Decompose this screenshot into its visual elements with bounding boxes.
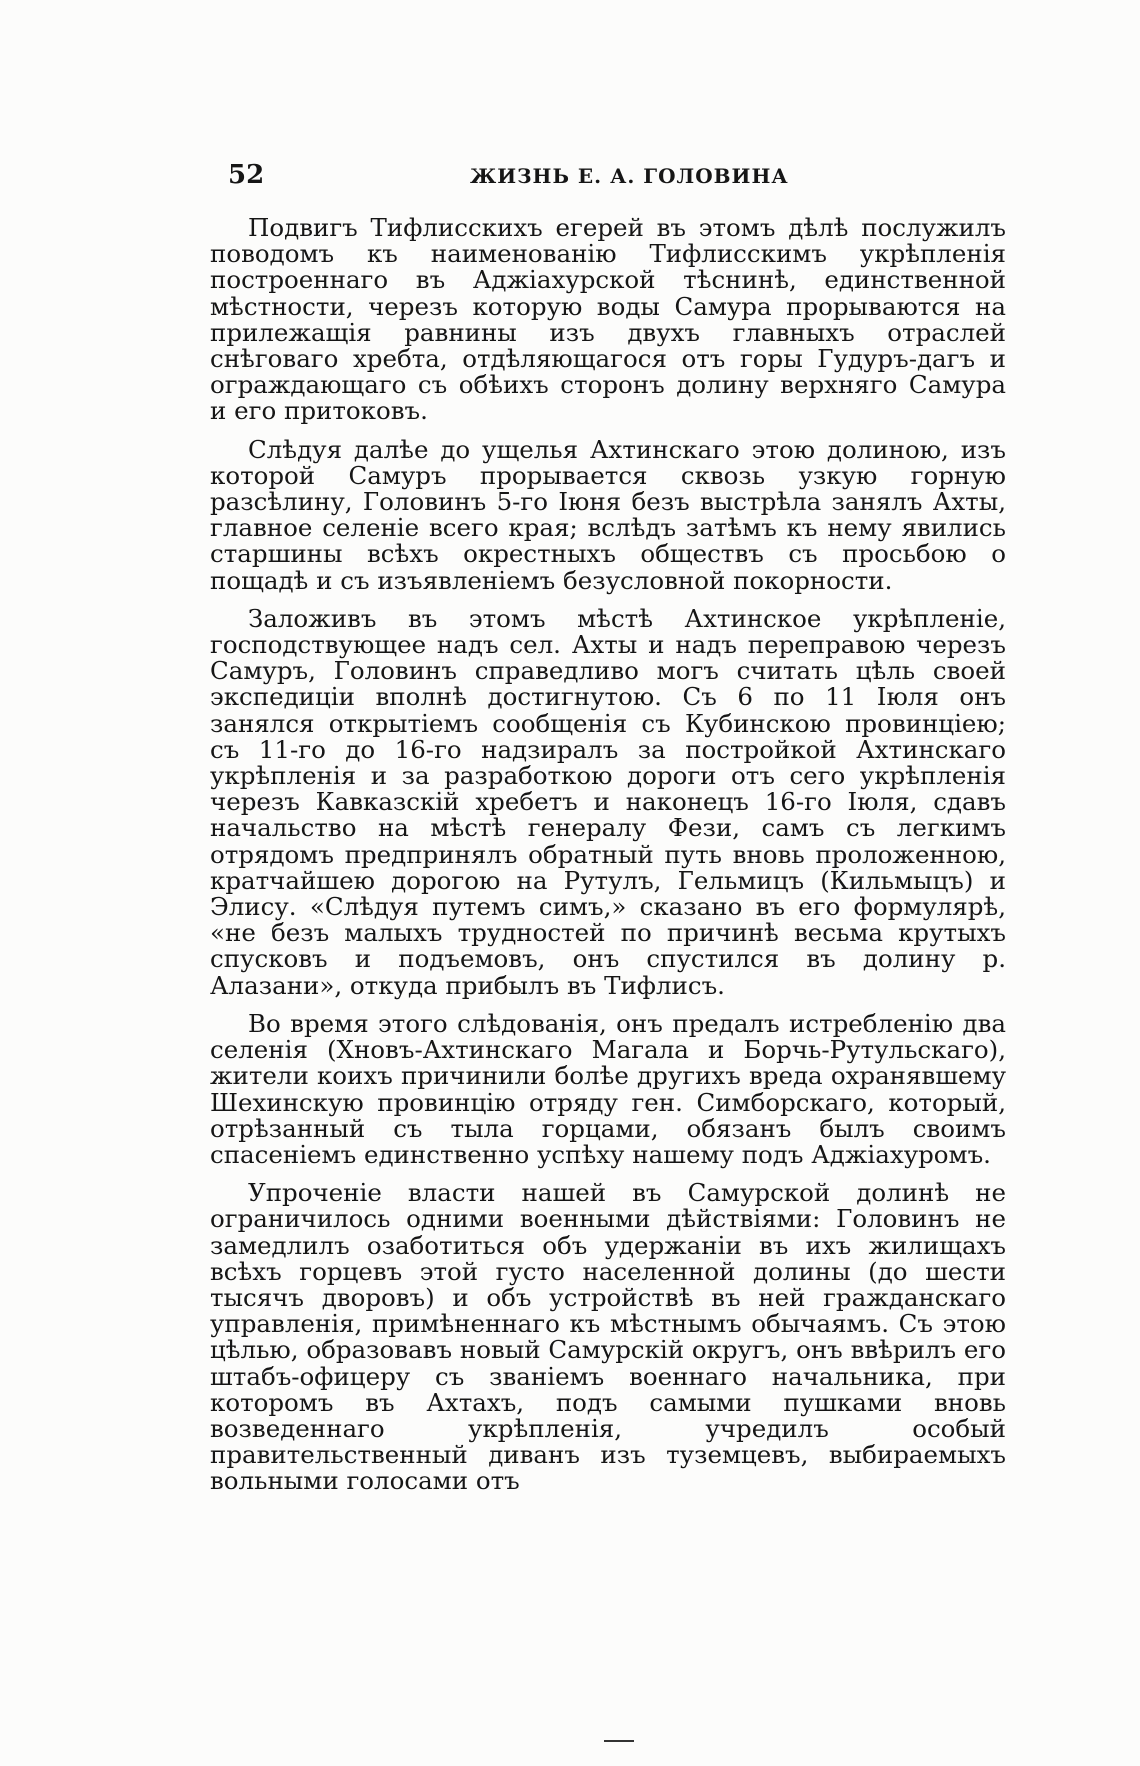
running-title: ЖИЗНЬ Е. А. ГОЛОВИНА: [470, 164, 789, 188]
paragraph: Заложивъ въ этомъ мѣстѣ Ахтинское укрѣпленіе, господствующее надъ сел. Ахты и надъ переправою черезъ Самуръ, Головинъ справедливо могъ считать цѣль своей экспедиціи вполнѣ достигнутою. Съ 6 по 11 Іюля онъ занялся открытіемъ сообщенія съ Кубинскою провинціею; съ 11-го до 16-го надзиралъ за постройкой Ахтинскаго укрѣпленія и за разработкою дороги отъ сего укрѣпленія черезъ Кавказскій хребетъ и наконецъ 16-го Іюля, сдавъ начальство на мѣстѣ генералу Фези, самъ съ легкимъ отрядомъ предпринялъ обратный путь вновь проложенною, кратчайшею дорогою на Рутулъ, Гельмицъ (Кильмыцъ) и Элису. «Слѣдуя путемъ симъ,» сказано въ его формулярѣ, «не безъ малыхъ трудностей по причинѣ весьма крутыхъ спусковъ и подъемовъ, онъ спустился въ долину р. Алазани», откуда прибылъ въ Тифлисъ.: [210, 603, 1006, 1000]
page-number: 52: [228, 160, 265, 190]
paragraph: Подвигъ Тифлисскихъ егерей въ этомъ дѣлѣ послужилъ поводомъ къ наименованію Тифлисскимъ укрѣпленія построеннаго въ Аджіахурской тѣснинѣ, единственной мѣстности, черезъ которую воды Самура прорываются на прилежащія равнины изъ двухъ главныхъ отраслей снѣговаго хребта, отдѣляющагося отъ горы Гудуръ-дагъ и ограждающаго съ обѣихъ сторонъ долину верхняго Самура и его притоковъ.: [210, 213, 1006, 426]
footer-rule: [604, 1740, 634, 1742]
paragraph: Упроченіе власти нашей въ Самурской долинѣ не ограничилось одними военными дѣйствіями: Головинъ не замедлилъ озаботиться объ удержаніи въ ихъ жилищахъ всѣхъ горцевъ этой густо населенной долины (до шести тысячъ дворовъ) и объ устройствѣ въ ней гражданскаго управленія, примѣненнаго къ мѣстнымъ обычаямъ. Съ этою цѣлью, образовавъ новый Самурскій округъ, онъ ввѣрилъ его штабъ-офицеру съ званіемъ военнаго начальника, при которомъ въ Ахтахъ, подъ самыми пушками вновь возведеннаго укрѣпленія, учредилъ особый правительственный диванъ изъ туземцевъ, выбираемыхъ вольными голосами отъ: [210, 1178, 1006, 1496]
paragraph: Слѣдуя далѣе до ущелья Ахтинскаго этою долиною, изъ которой Самуръ прорывается сквозь узкую горную разсѣлину, Головинъ 5-го Іюня безъ выстрѣла занялъ Ахты, главное селеніе всего края; вслѣдъ затѣмъ къ нему явились старшины всѣхъ окрестныхъ обществъ съ просьбою о пощадѣ и съ изъявленіемъ безусловной покорности.: [210, 434, 1006, 595]
paragraph: Во время этого слѣдованія, онъ предалъ истребленію два селенія (Хновъ-Ахтинскаго Магала и Борчь-Рутульскаго), жители коихъ причинили болѣе другихъ вреда охранявшему Шехинскую провинцію отряду ген. Симборскаго, который, отрѣзанный съ тыла горцами, обязанъ былъ своимъ спасеніемъ единственно успѣху нашему подъ Аджіахуромъ.: [210, 1008, 1006, 1169]
body-text: [210, 215, 1006, 1507]
page-header: [0, 160, 1140, 190]
